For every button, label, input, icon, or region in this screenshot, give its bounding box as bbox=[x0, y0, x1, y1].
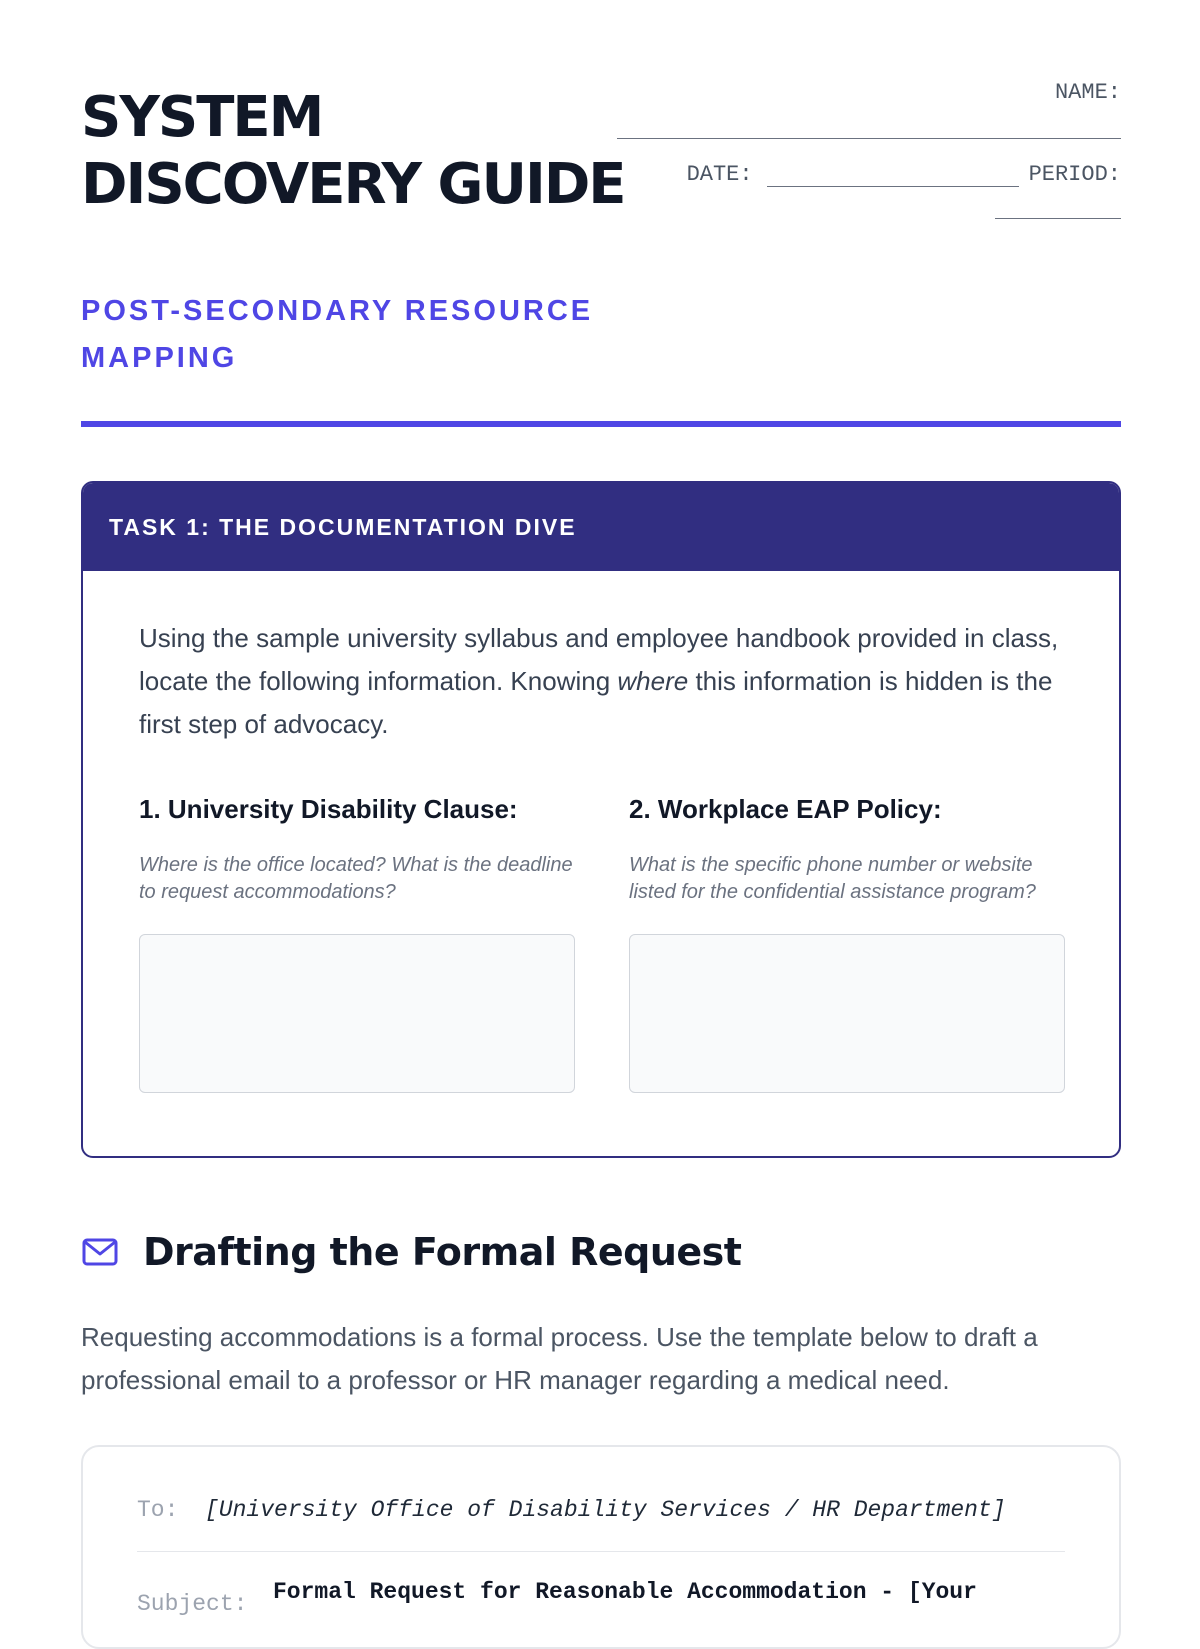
date-label: DATE: bbox=[686, 162, 753, 187]
question-disability-clause bbox=[139, 792, 575, 1093]
period-blank-line[interactable] bbox=[995, 196, 1121, 219]
task-1-body bbox=[83, 571, 1119, 1112]
question-hint: Where is the office located? What is the deadline to request accommodations? bbox=[139, 854, 573, 903]
question-heading: 2. Workplace EAP Policy: bbox=[629, 794, 942, 824]
period-label: PERIOD: bbox=[1028, 162, 1121, 187]
name-label: NAME: bbox=[1054, 80, 1121, 105]
email-to-label: To: bbox=[137, 1497, 179, 1523]
worksheet-header bbox=[81, 0, 1121, 428]
name-blank-line[interactable] bbox=[617, 116, 1121, 139]
task-1-intro-emphasis: where bbox=[617, 666, 689, 696]
question-hint: What is the specific phone number or website listed for the confidential assistance program? bbox=[629, 854, 1036, 903]
name-field bbox=[1055, 80, 1121, 105]
date-period-field bbox=[687, 162, 1121, 187]
header-divider bbox=[81, 421, 1121, 427]
section-heading bbox=[81, 1222, 741, 1282]
task-1-questions bbox=[139, 792, 1065, 1112]
date-blank-line[interactable] bbox=[767, 164, 1019, 187]
worksheet-page bbox=[81, 0, 1121, 1617]
task-1-intro bbox=[139, 617, 1069, 746]
email-subject-value: Formal Request for Reasonable Accommodation - [Your bbox=[273, 1579, 977, 1605]
task-1-title: TASK 1: THE DOCUMENTATION DIVE bbox=[83, 483, 1119, 571]
question-eap-policy bbox=[629, 792, 1065, 1093]
question-heading: 1. University Disability Clause: bbox=[139, 794, 518, 824]
task-1-intro-start: Using the sample university syllabus and employee handbook provided in class, locate the following information. Knowing bbox=[139, 623, 1059, 696]
email-to-row bbox=[137, 1497, 1065, 1552]
email-template bbox=[81, 1445, 1121, 1649]
section-intro: Requesting accommodations is a formal process. Use the template below to draft a professional email to a professor or HR manager regarding a medical need. bbox=[81, 1322, 1038, 1395]
answer-box-disability-clause[interactable] bbox=[139, 934, 575, 1093]
page-title: SYSTEM DISCOVERY GUIDE bbox=[81, 85, 625, 217]
task-1-card bbox=[81, 481, 1121, 1158]
section-title: Drafting the Formal Request bbox=[143, 1230, 742, 1274]
mail-icon bbox=[81, 1233, 119, 1271]
answer-box-eap-policy[interactable] bbox=[629, 934, 1065, 1093]
email-to-value: [University Office of Disability Services / HR Department] bbox=[205, 1497, 1006, 1523]
page-subtitle: POST-SECONDARY RESOURCE MAPPING bbox=[81, 295, 594, 374]
email-subject-label: Subject: bbox=[137, 1591, 248, 1617]
task-1-intro-end: this information is hidden is the first step of advocacy. bbox=[139, 666, 1053, 739]
